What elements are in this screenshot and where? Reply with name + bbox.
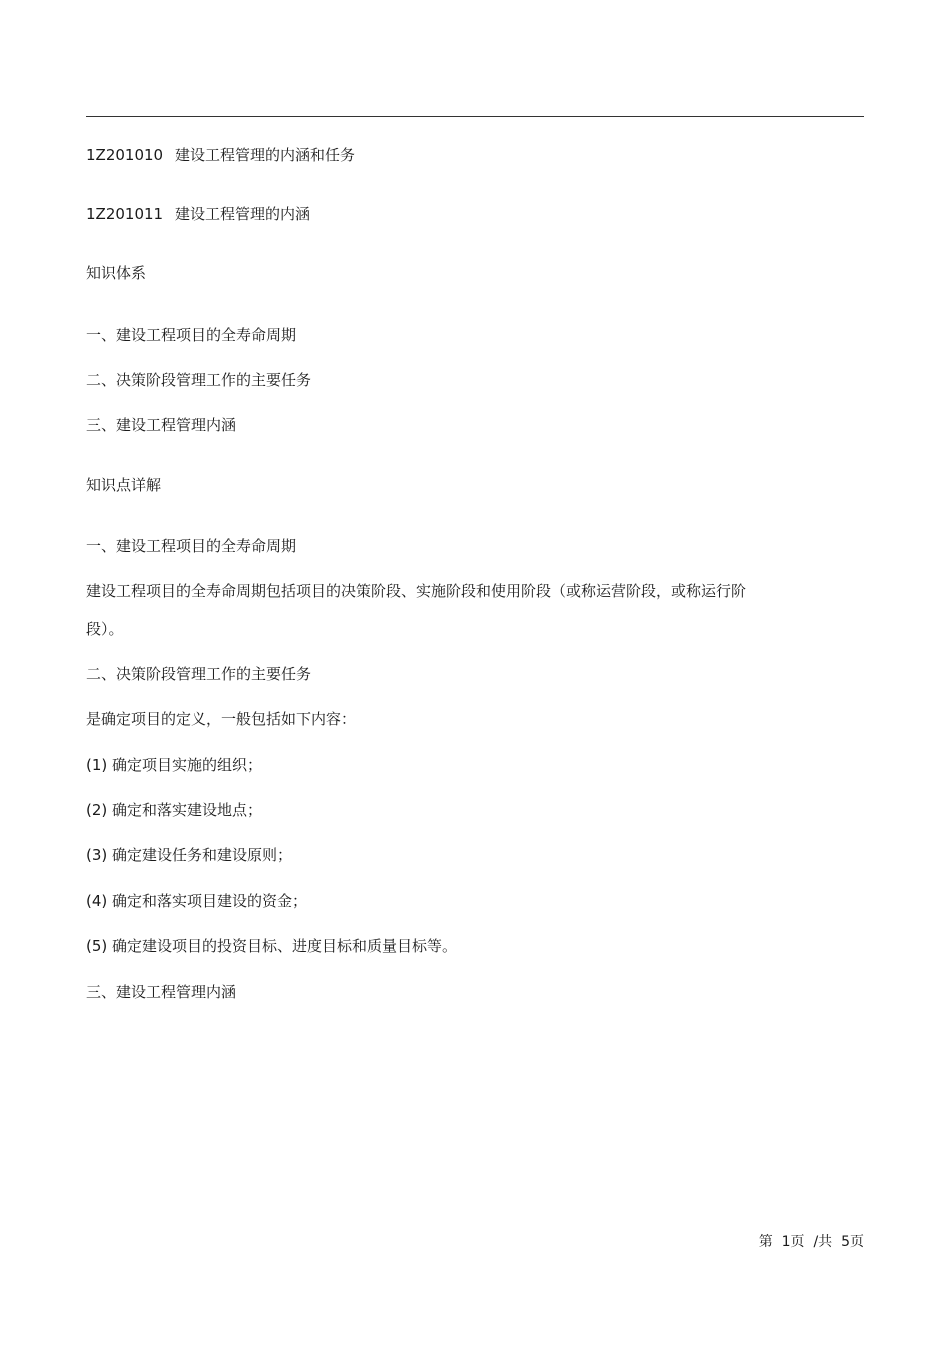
details-heading-3: 三、建设工程管理内涵 (86, 983, 237, 1001)
knowledge-system-title: 知识体系 (86, 264, 147, 282)
system-item-1: 一、建设工程项目的全寿命周期 (86, 326, 297, 344)
subsection-code: 1Z201011 (86, 205, 164, 223)
system-item-3: 三、建设工程管理内涵 (86, 416, 237, 434)
page-current: 1页 (781, 1234, 805, 1250)
section-heading (86, 145, 355, 165)
paragraph-lifecycle-line-1: 建设工程项目的全寿命周期包括项目的决策阶段、实施阶段和使用阶段（或称运营阶段，或称运行阶 (86, 582, 747, 600)
page-prefix: 第 (758, 1234, 773, 1250)
section-code: 1Z201010 (86, 146, 164, 164)
paragraph-lifecycle-line-2: 段）。 (86, 620, 124, 638)
subsection-title: 建设工程管理的内涵 (175, 205, 311, 223)
list-item: (3) 确定建设任务和建设原则； (86, 846, 293, 864)
list-item: (1) 确定项目实施的组织； (86, 756, 263, 774)
list-item: (5) 确定建设项目的投资目标、进度目标和质量目标等。 (86, 937, 458, 955)
details-title: 知识点详解 (86, 476, 162, 494)
page-number (759, 1232, 864, 1252)
details-heading-2: 二、决策阶段管理工作的主要任务 (86, 665, 312, 683)
page-total: 5页 (841, 1234, 864, 1250)
list-item: (2) 确定和落实建设地点； (86, 801, 263, 819)
paragraph-definition: 是确定项目的定义，一般包括如下内容： (86, 710, 357, 728)
subsection-heading (86, 204, 310, 224)
details-heading-1: 一、建设工程项目的全寿命周期 (86, 537, 297, 555)
list-item: (4) 确定和落实项目建设的资金； (86, 892, 308, 910)
system-item-2: 二、决策阶段管理工作的主要任务 (86, 371, 312, 389)
page-total-prefix: /共 (813, 1234, 833, 1250)
section-title: 建设工程管理的内涵和任务 (175, 146, 356, 164)
header-rule (86, 116, 864, 117)
